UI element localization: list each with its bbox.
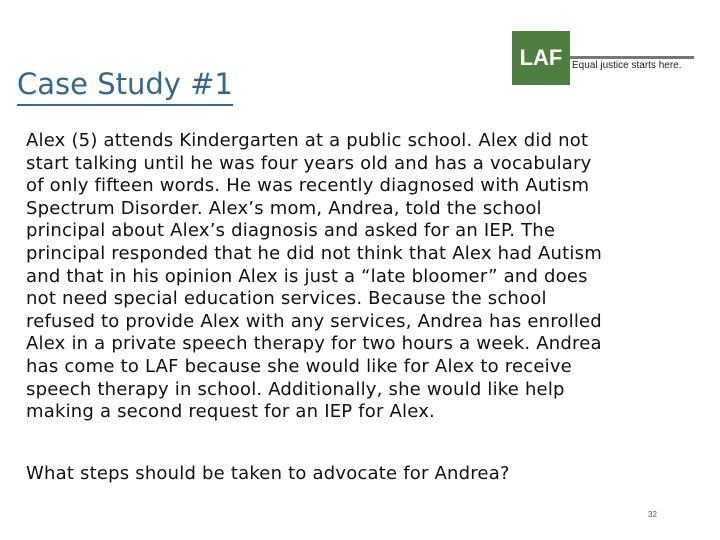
slide-title: Case Study #1: [17, 64, 233, 106]
logo-tagline: Equal justice starts here.: [572, 60, 682, 71]
laf-logo: [512, 31, 694, 85]
discussion-question: What steps should be taken to advocate for Andrea?: [26, 463, 510, 484]
page-number: 32: [648, 510, 657, 519]
case-description: Alex (5) attends Kindergarten at a public school. Alex did not start talking until he was four years old and has a vocabulary of only fifteen words. He was recently diagnosed with Autism Spectrum Disorder. Alex’s mom, Andrea, told the school principal about Alex’s diagnosis and asked for an IEP. The principal responded that he did not think that Alex had Autism and that in his opinion Alex is just a “late bloomer” and does not need special education services. Because the school refused to provide Alex with any services, Andrea has enrolled Alex in a private speech therapy for two hours a week. Andrea has come to LAF because she would like for Alex to receive speech therapy in school. Additionally, she would like help making a second request for an IEP for Alex.: [26, 130, 602, 423]
slide-body: [26, 130, 696, 424]
laf-logo-mark: LAF: [512, 31, 570, 85]
